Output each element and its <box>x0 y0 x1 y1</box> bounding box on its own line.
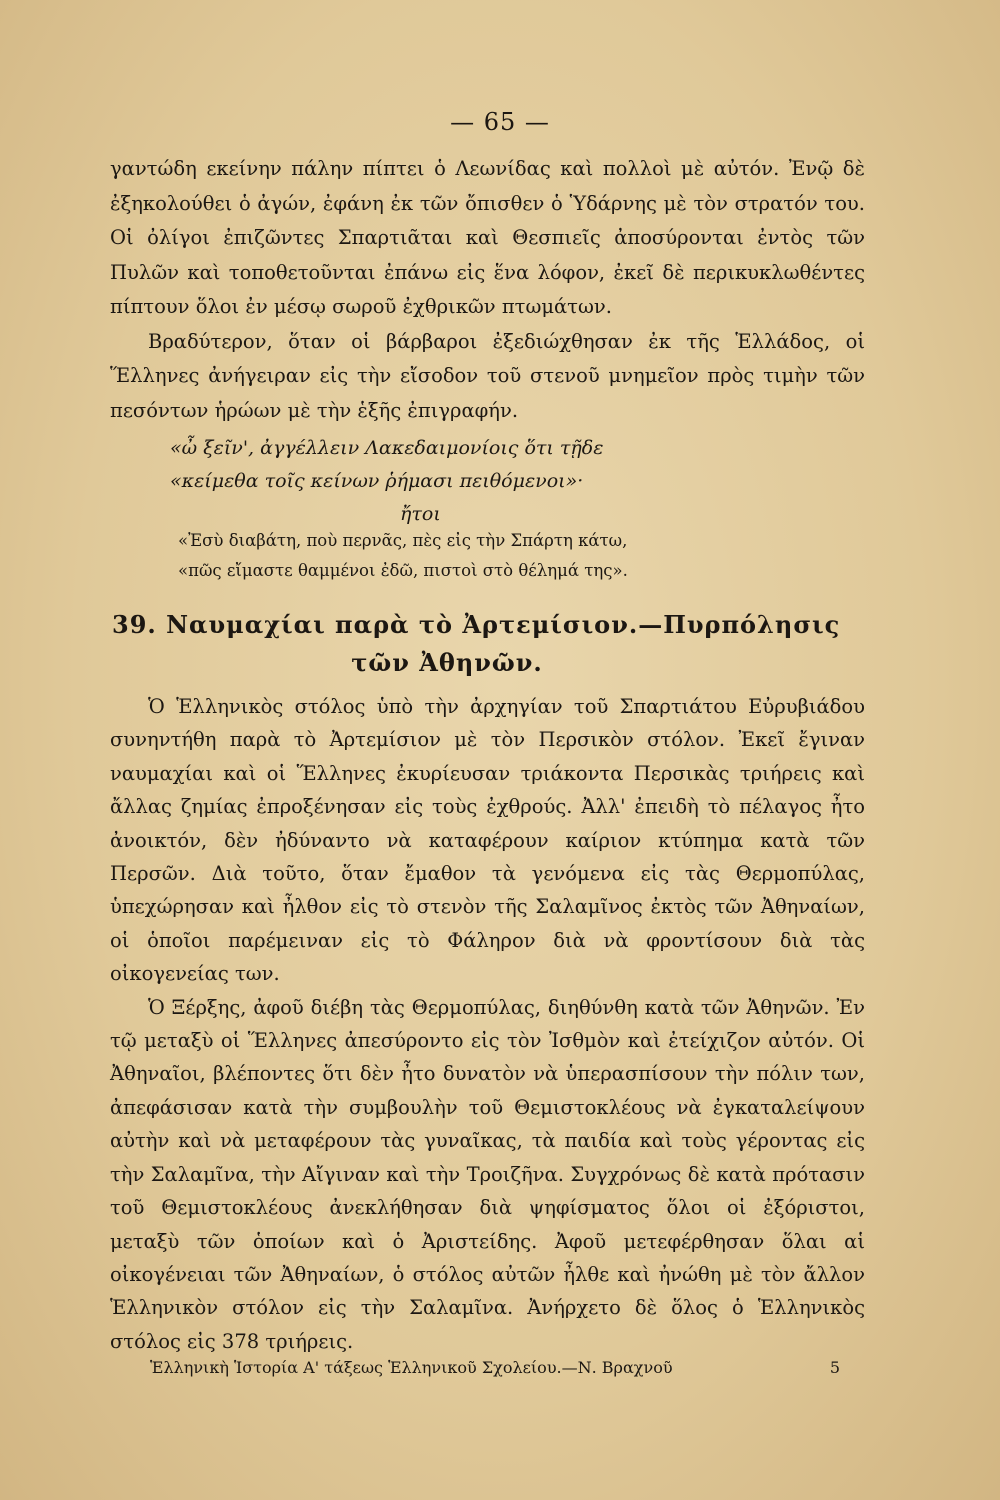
text-block-bottom <box>110 690 865 1358</box>
paragraph-3: Ὁ Ἑλληνικὸς στόλος ὑπὸ τὴν ἀρχηγίαν τοῦ Σπαρτιάτου Εὐρυβιάδου συνηντήθη παρὰ τὸ Ἀρτεμίσιον μὲ τὸν Περσικὸν στόλον. Ἐκεῖ ἔγιναν ναυμαχίαι καὶ οἱ Ἕλληνες ἐκυρίευσαν τριάκοντα Περσικὰς τριήρεις καὶ ἄλλας ζημίας ἐπροξένησαν εἰς τοὺς ἐχθρούς. Ἀλλ' ἐπειδὴ τὸ πέλαγος ἦτο ἀνοικτόν, δὲν ἠδύναντο νὰ καταφέρουν καίριον κτύπημα κατὰ τῶν Περσῶν. Διὰ τοῦτο, ὅταν ἔμαθον τὰ γενόμενα εἰς τὰς Θερμοπύλας, ὑπεχώρησαν καὶ ἦλθον εἰς τὸ στενὸν τῆς Σαλαμῖνος ἐκτὸς τῶν Ἀθηναίων, οἱ ὁποῖοι παρέμειναν εἰς τὸ Φάληρον διὰ νὰ φροντίσουν διὰ τὰς οἰκογενείας των. <box>110 695 865 986</box>
paragraph-4: Ὁ Ξέρξης, ἀφοῦ διέβη τὰς Θερμοπύλας, διηθύνθη κατὰ τῶν Ἀθηνῶν. Ἐν τῷ μεταξὺ οἱ Ἕλληνες ἀπεσύροντο εἰς τὸν Ἰσθμὸν καὶ ἐτείχιζον αὐτόν. Οἱ Ἀθηναῖοι, βλέποντες ὅτι δὲν ἦτο δυνατὸν νὰ ὑπερασπίσουν τὴν πόλιν των, ἀπεφάσισαν κατὰ τὴν συμβουλὴν τοῦ Θεμιστοκλέους νὰ ἐγκαταλείψουν αὐτὴν καὶ νὰ μεταφέρουν τὰς γυναῖκας, τὰ παιδία καὶ τοὺς γέροντας εἰς τὴν Σαλαμῖνα, τὴν Αἴγιναν καὶ τὴν Τροιζῆνα. Συγχρόνως δὲ κατὰ πρότασιν τοῦ Θεμιστοκλέους ἀνεκλήθησαν διὰ ψηφίσματος ὅλοι οἱ ἐξόριστοι, μεταξὺ τῶν ὁποίων καὶ ὁ Ἀριστείδης. Ἀφοῦ μετεφέρθησαν ὅλαι αἱ οἰκογένειαι τῶν Ἀθηναίων, ὁ στόλος αὐτῶν ἦλθε καὶ ἠνώθη μὲ τὸν ἄλλον Ἑλληνικὸν στόλον εἰς τὴν Σαλαμῖνα. Ἀνήρχετο δὲ ὅλος ὁ Ἑλληνικὸς στόλος εἰς 378 τριήρεις. <box>110 995 865 1353</box>
epigram-or: ἤτοι <box>400 503 441 525</box>
translation-line-2: «πῶς εἴμαστε θαμμένοι ἐδῶ, πιστοὶ στὸ θέλημά της». <box>178 561 628 580</box>
text-block-top <box>110 152 865 428</box>
paragraph-2: Βραδύτερον, ὅταν οἱ βάρβαροι ἐξεδιώχθησαν ἐκ τῆς Ἑλλάδος, οἱ Ἕλληνες ἀνήγειραν εἰς τὴν εἴσοδον τοῦ στενοῦ μνημεῖον πρὸς τιμὴν τῶν πεσόντων ἡρώων μὲ τὴν ἑξῆς ἐπιγραφήν. <box>110 329 865 422</box>
section-heading-line-2: τῶν Ἀθηνῶν. <box>351 648 543 677</box>
epigram <box>170 432 770 531</box>
section-heading-line-1: 39. Ναυμαχίαι παρὰ τὸ Ἀρτεμίσιον.—Πυρπόλησις <box>112 610 841 639</box>
paragraph-1: γαντώδη εκείνην πάλην πίπτει ὁ Λεωνίδας καὶ πολλοὶ μὲ αὐτόν. Ἐνῷ δὲ ἐξηκολούθει ὁ ἀγών, ἐφάνη ἐκ τῶν ὄπισθεν ὁ Ὑδάρνης μὲ τὸν στρατόν του. Οἱ ὀλίγοι ἐπιζῶντες Σπαρτιᾶται καὶ Θεσπιεῖς ἀποσύρονται ἐντὸς τῶν Πυλῶν καὶ τοποθετοῦνται ἐπάνω εἰς ἕνα λόφον, ἐκεῖ δὲ περικυκλωθέντες πίπτουν ὅλοι ἐν μέσῳ σωροῦ ἐχθρικῶν πτωμάτων. <box>110 157 865 318</box>
page-footer <box>150 1358 840 1377</box>
section-heading <box>112 606 872 682</box>
epigram-translation <box>178 526 818 586</box>
epigram-line-2: «κείμεθα τοῖς κείνων ῥήμασι πειθόμενοι»· <box>170 470 584 492</box>
epigram-line-1: «ὦ ξεῖν', ἀγγέλλειν Λακεδαιμονίοις ὅτι τῇδε <box>170 437 604 459</box>
translation-line-1: «Ἐσὺ διαβάτη, ποὺ περνᾶς, πὲς εἰς τὴν Σπάρτη κάτω, <box>178 531 628 550</box>
footer-title: Ἑλληνικὴ Ἱστορία Α' τάξεως Ἑλληνικοῦ Σχολείου.—Ν. Βραχνοῦ <box>150 1358 673 1377</box>
footer-signature: 5 <box>829 1358 840 1377</box>
page-number: — 65 — <box>450 108 550 136</box>
